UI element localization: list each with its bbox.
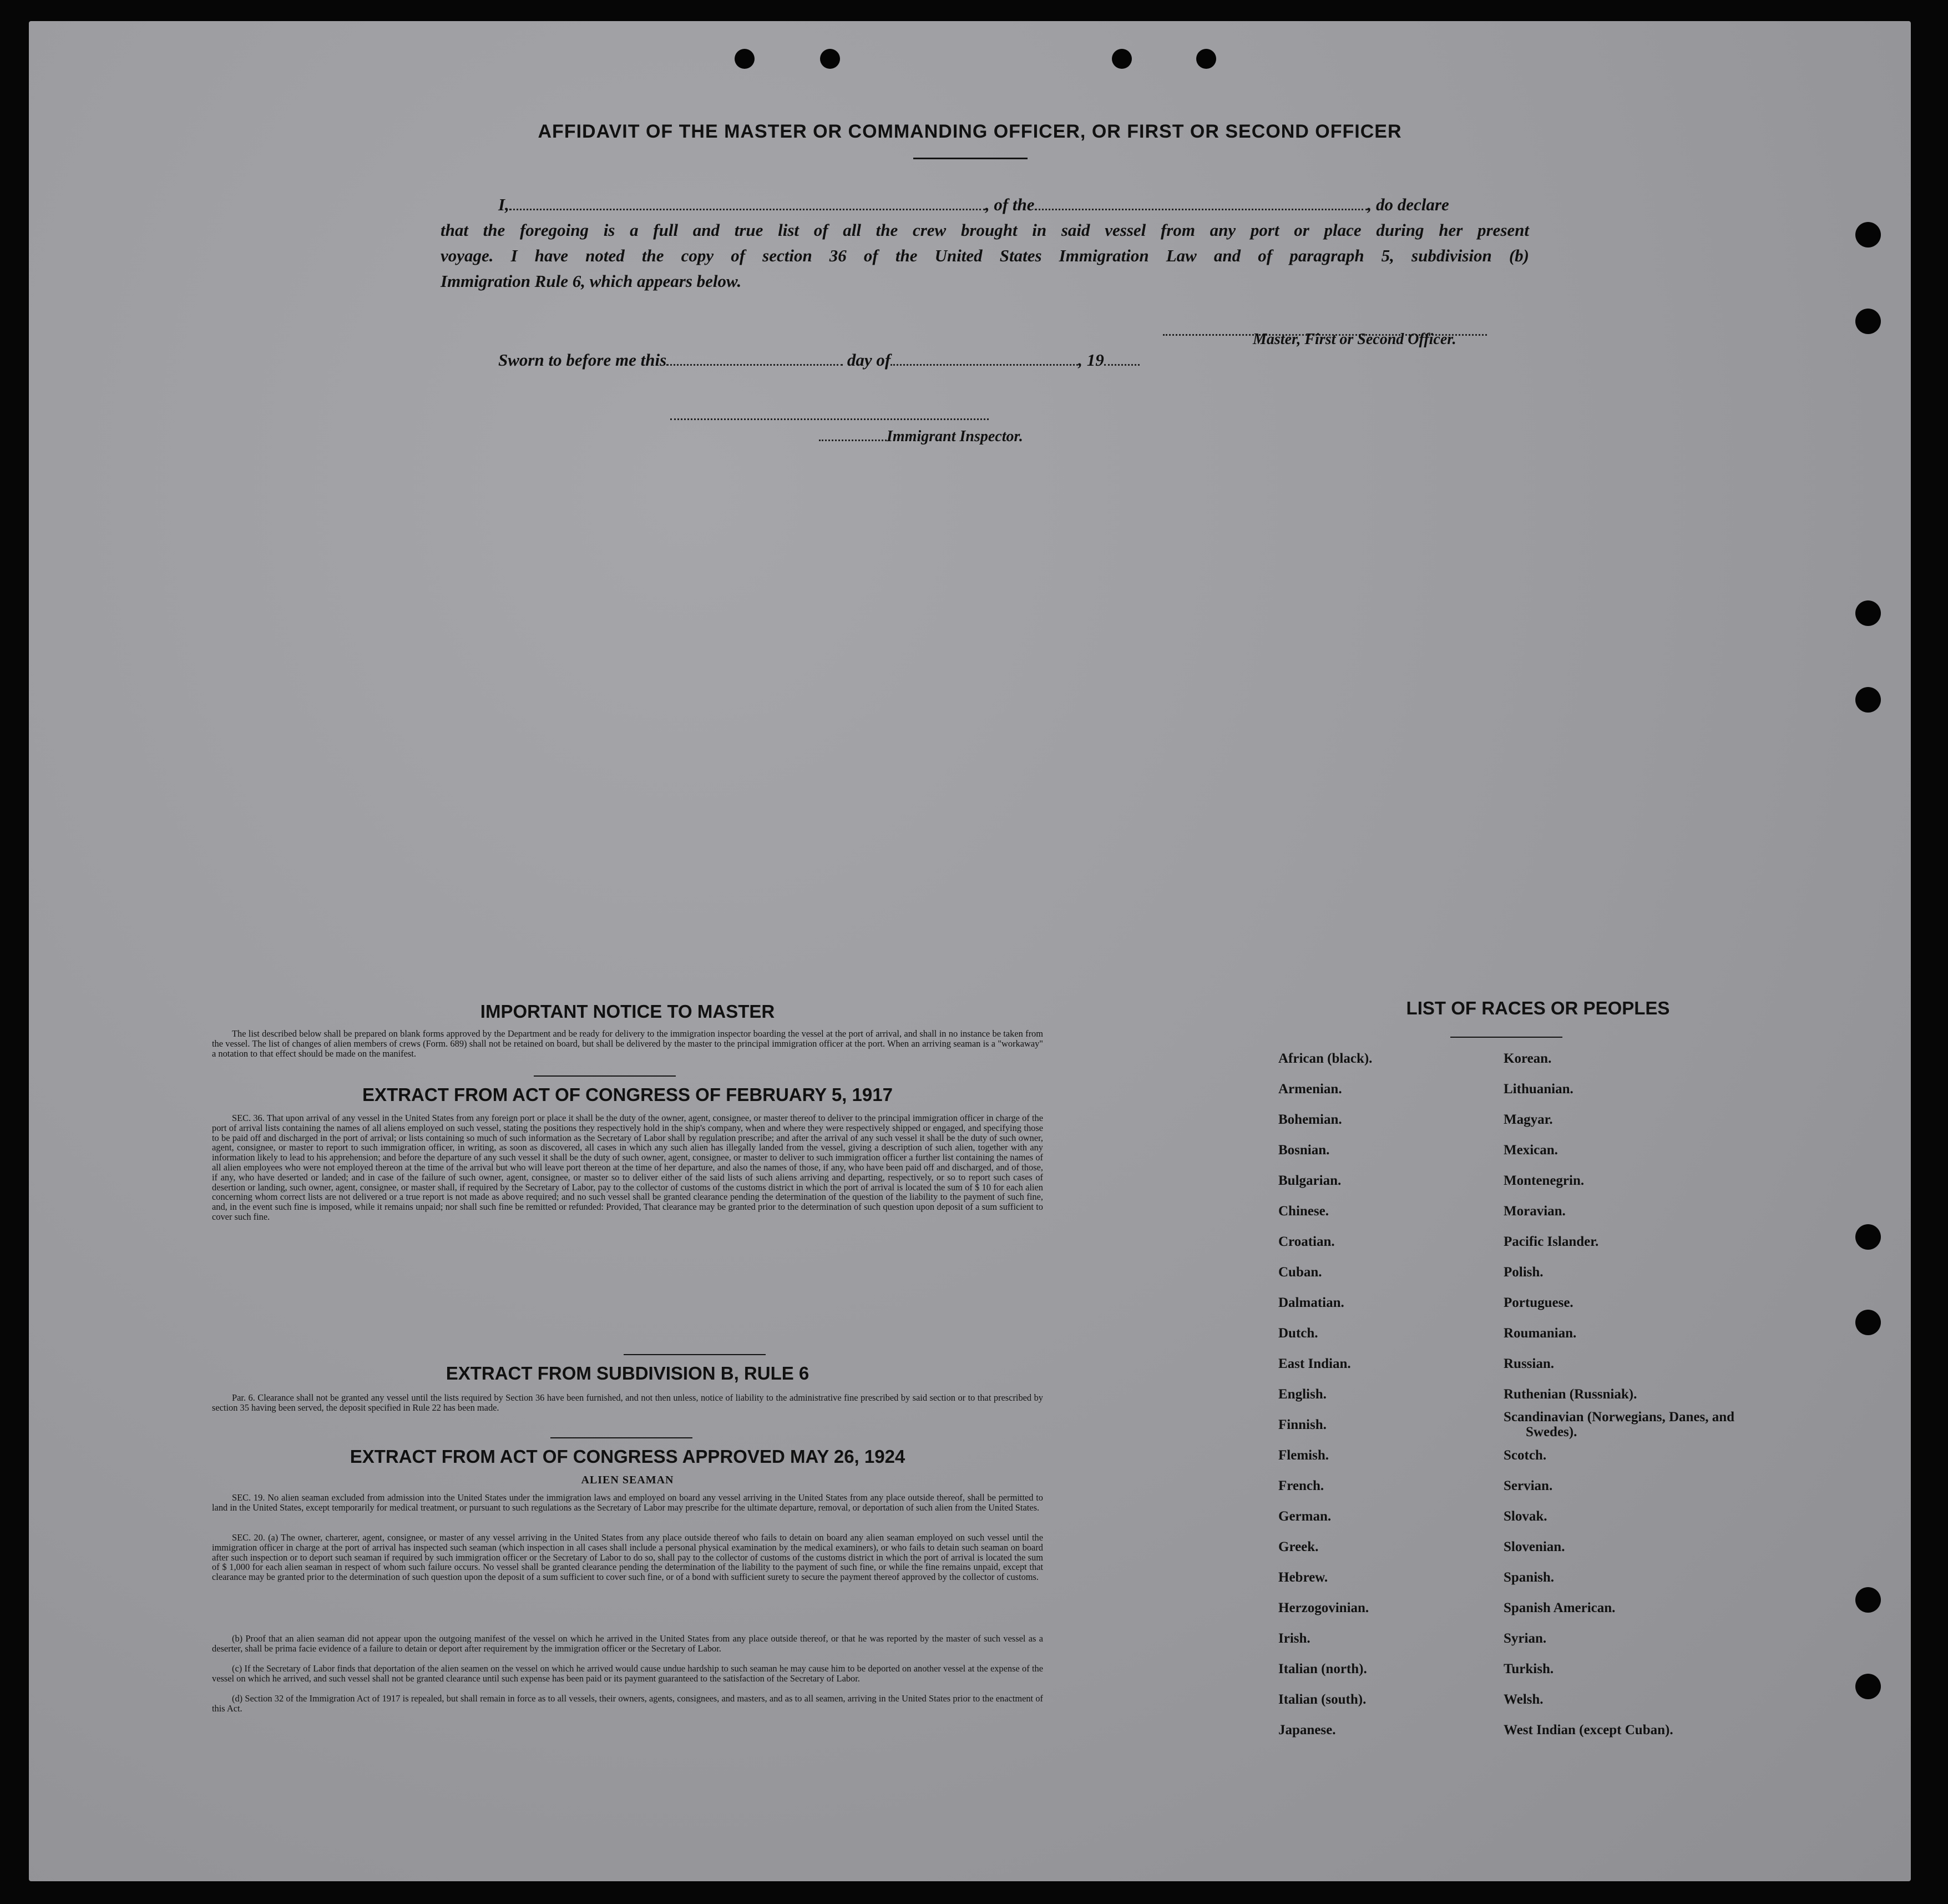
form-page xyxy=(29,21,1911,1881)
race-left-item: Herzogovinian. xyxy=(1278,1600,1369,1615)
inspector-label: Immigrant Inspector. xyxy=(887,428,1023,445)
race-left-item: African (black). xyxy=(1278,1051,1373,1066)
extract-1917-text: SEC. 36. That upon arrival of any vessel in the United States from any foreign port or place it shall be the duty of the owner, agent, consignee, or master thereof to deliver to the principal immigration officer in charge of the port of arrival lists containing the names of all aliens employed on such vessel, stating the positions they respectively hold in the ship's company, when and where they were respectively shipped or engaged, and specifying those to be paid off and discharged in the port of arrival; or lists containing so much of such information as the Secretary of Labor shall by regulation prescribe; and after the arrival of any such vessel it shall be the duty of such owner, agent, consignee, or master to report to such immigration officer, in writing, as soon as discovered, all cases in which any such alien has illegally landed from the vessel, giving a description of such alien, together with any information likely to lead to his apprehension; and before the departure of any such vessel it shall be the duty of such owner, agent, consignee, or master to deliver to such immigration officer a further list containing the names of all alien employees who were not employed thereon at the time of the arrival but who will leave port thereon at the time of her departure, and also the names of those, if any, who have been paid off and discharged, and of those, if any, who have deserted or landed; and in case of the failure of such owner, agent, consignee, or master so to deliver either of the said lists of such aliens arriving and departing, respectively, or so to report such cases of desertion or landing, such owner, agent, consignee, or master shall, if required by the Secretary of Labor, pay to the collector of customs of the customs district in which the port of arrival is located the sum of $ 10 for each alien concerning whom correct lists are not delivered or a true report is not made as above required; and no such vessel shall be granted clearance pending the determination of the question of the liability to the payment of such fine, and, in the event such fine is imposed, while it remains unpaid; nor shall such fine be remitted or refunded: Provided, That clearance may be granted prior to the determination of such question upon deposit of a sum sufficient to cover such fine. xyxy=(212,1113,1043,1222)
sworn-label: Sworn to before me this xyxy=(498,350,667,370)
sec-20c-text: (c) If the Secretary of Labor finds that deportation of the alien seamen on the vessel on which he arrived would cause undue hardship to such seaman he may cause him to be deported on another vessel at the expense of the vessel on which he arrived, and such vessel shall not be granted clearance until such expense has been paid or its payment guaranteed to the satisfaction of the Secretary of Labor. xyxy=(212,1663,1043,1684)
race-left-item: German. xyxy=(1278,1509,1332,1524)
declarant-label: I, xyxy=(498,195,509,214)
race-left-item: Flemish. xyxy=(1278,1448,1329,1463)
inspector-signature-field[interactable] xyxy=(670,405,989,420)
sec-20a-text: SEC. 20. (a) The owner, charterer, agent, consignee, or master of any vessel arriving in the United States from any place outside thereof who fails to detain on board any alien seaman employed on such vessel until the immigration officer in charge at the port of arrival has inspected such seaman (which inspection in all cases shall include a personal physical examination by the medical examiners), or who fails to detain such seaman on board after such inspection or to deport such seaman if required by such immigration officer or the Secretary of Labor to do so, shall pay to the collector of customs of the customs district in which the port of arrival is located the sum of $ 1,000 for each alien seaman in respect of whom such failure occurs. No vessel shall be granted clearance pending the determination of the liability to the payment of such fine, or while the fine remains unpaid, except that clearance may be granted prior to the determination of such question upon the deposit of a sum sufficient to cover such fine, or of a bond with sufficient surety to secure the payment thereof approved by the collector of customs. xyxy=(212,1532,1043,1583)
sec-19-text: SEC. 19. No alien seaman excluded from admission into the United States under the immigration laws and employed on board any vessel arriving in the United States from any place outside thereof, shall be permitted to land in the United States, except temporarily for medical treatment, or pursuant to such regulations as the Secretary of Labor may prescribe for the ultimate departure, removal, or deportation of such alien from the United States. xyxy=(212,1492,1043,1513)
sworn-line xyxy=(498,347,1275,373)
race-right-item: Russian. xyxy=(1504,1356,1555,1371)
race-right-item: Scotch. xyxy=(1504,1448,1547,1463)
race-right-item: West Indian (except Cuban). xyxy=(1504,1723,1673,1738)
race-left-item: Chinese. xyxy=(1278,1204,1329,1219)
section-divider xyxy=(550,1437,692,1438)
race-right-item: Slovenian. xyxy=(1504,1539,1565,1554)
inspector-line xyxy=(819,426,1023,446)
race-left-item: Hebrew. xyxy=(1278,1570,1328,1585)
extract-rule6-title: EXTRACT FROM SUBDIVISION B, RULE 6 xyxy=(446,1363,809,1383)
races-divider xyxy=(1450,1037,1562,1038)
punch-hole xyxy=(820,49,840,69)
race-right-item: Ruthenian (Russniak). xyxy=(1504,1387,1637,1402)
race-left-item: English. xyxy=(1278,1387,1327,1402)
punch-hole xyxy=(1855,1224,1881,1250)
punch-hole xyxy=(1855,600,1881,626)
race-right-item: Moravian. xyxy=(1504,1204,1566,1219)
race-left-item: Bosnian. xyxy=(1278,1143,1330,1158)
race-left-item: Finnish. xyxy=(1278,1417,1327,1432)
extract-rule6-text: Par. 6. Clearance shall not be granted any vessel until the lists required by Section 36 have been furnished, and not then unless, notice of liability to the administrative fine prescribed by said section or to that prescribed by section 35 having been served, the deposit specified in Rule 22 has been made. xyxy=(212,1392,1043,1413)
race-left-item: Croatian. xyxy=(1278,1234,1335,1249)
punch-hole xyxy=(1855,1587,1881,1613)
punch-hole xyxy=(1112,49,1132,69)
vessel-name-field[interactable] xyxy=(1035,195,1368,210)
year-label: , 19 xyxy=(1078,350,1104,370)
affidavit-declaration-line xyxy=(498,192,1529,218)
race-right-item: Spanish American. xyxy=(1504,1600,1616,1615)
punch-hole xyxy=(1855,309,1881,334)
race-right-item: Lithuanian. xyxy=(1504,1082,1573,1097)
declare-label: , do declare xyxy=(1367,195,1449,214)
notice-text: The list described below shall be prepared on blank forms approved by the Department and be ready for delivery to the immigration inspector boarding the vessel at the port of arrival, and shall in no instance be taken from the vessel. The list of changes of alien members of crews (Form. 689) shall not be retained on board, but shall be delivered by the master to the principal immigration officer at the port. When an arriving seaman is a "workaway" a notation to that effect should be made on the manifest. xyxy=(212,1028,1043,1059)
race-right-item: Spanish. xyxy=(1504,1570,1555,1585)
race-right-item: Montenegrin. xyxy=(1504,1173,1585,1188)
races-title: LIST OF RACES OR PEOPLES xyxy=(1406,998,1670,1018)
punch-hole xyxy=(1855,222,1881,248)
sworn-day-field[interactable] xyxy=(666,351,843,366)
punch-hole xyxy=(1855,1674,1881,1699)
race-left-item: Italian (north). xyxy=(1278,1661,1367,1676)
extract-1924-title: EXTRACT FROM ACT OF CONGRESS APPROVED MAY 26, 1924 xyxy=(350,1446,905,1467)
race-right-item: Roumanian. xyxy=(1504,1326,1577,1341)
race-right-item: Magyar. xyxy=(1504,1112,1553,1127)
sworn-year-field[interactable] xyxy=(1104,351,1140,366)
race-left-item: Dutch. xyxy=(1278,1326,1318,1341)
section-divider xyxy=(624,1354,766,1355)
race-left-item: Bulgarian. xyxy=(1278,1173,1342,1188)
race-right-item: Welsh. xyxy=(1504,1692,1544,1707)
race-left-item: Dalmatian. xyxy=(1278,1295,1344,1310)
race-left-item: French. xyxy=(1278,1478,1324,1493)
sec-20d-text: (d) Section 32 of the Immigration Act of 1917 is repealed, but shall remain in force as to all vessels, their owners, agents, consignees, and masters, and as to all seamen, arriving in the United States prior to the enactment of this Act. xyxy=(212,1693,1043,1714)
sworn-month-field[interactable] xyxy=(890,351,1078,366)
declarant-name-field[interactable] xyxy=(509,195,985,210)
race-left-item: Italian (south). xyxy=(1278,1692,1367,1707)
race-left-item: East Indian. xyxy=(1278,1356,1351,1371)
vessel-label: , of the xyxy=(985,195,1035,214)
race-right-item: Portuguese. xyxy=(1504,1295,1573,1310)
race-left-item: Bohemian. xyxy=(1278,1112,1342,1127)
inspector-name-field[interactable] xyxy=(819,426,887,441)
master-signature-label: Master, First or Second Officer. xyxy=(1253,331,1456,348)
extract-1917-title: EXTRACT FROM ACT OF CONGRESS OF FEBRUARY 5, 1917 xyxy=(362,1084,893,1105)
race-left-item: Cuban. xyxy=(1278,1265,1322,1280)
race-right-item: Pacific Islander. xyxy=(1504,1234,1599,1249)
affidavit-title: AFFIDAVIT OF THE MASTER OR COMMANDING OFFICER, OR FIRST OR SECOND OFFICER xyxy=(538,121,1402,142)
affidavit-text-line: voyage. I have noted the copy of section 36 of the United States Immigration Law and of paragraph 5, subdivision (b) xyxy=(441,246,1529,265)
day-of-label: day of xyxy=(847,350,891,370)
affidavit-text-line: that the foregoing is a full and true list of all the crew brought in said vessel from any port or place during her present xyxy=(441,220,1529,240)
punch-hole xyxy=(1196,49,1216,69)
race-right-item: Turkish. xyxy=(1504,1661,1554,1676)
alien-seaman-subtitle: ALIEN SEAMAN xyxy=(581,1474,674,1486)
race-left-item: Japanese. xyxy=(1278,1723,1336,1738)
race-right-item: Slovak. xyxy=(1504,1509,1547,1524)
punch-hole xyxy=(1855,1310,1881,1335)
race-left-item: Armenian. xyxy=(1278,1082,1342,1097)
race-right-item: Servian. xyxy=(1504,1478,1553,1493)
section-divider xyxy=(534,1075,676,1077)
affidavit-text-line: Immigration Rule 6, which appears below. xyxy=(441,271,742,291)
race-right-item: Mexican. xyxy=(1504,1143,1558,1158)
punch-hole xyxy=(735,49,755,69)
race-left-item: Greek. xyxy=(1278,1539,1319,1554)
race-left-item: Irish. xyxy=(1278,1631,1311,1646)
punch-hole xyxy=(1855,687,1881,713)
race-right-item: Scandinavian (Norwegians, Danes, and Swedes). xyxy=(1504,1410,1735,1440)
race-right-item: Polish. xyxy=(1504,1265,1544,1280)
race-right-item: Korean. xyxy=(1504,1051,1552,1066)
title-divider xyxy=(913,158,1028,159)
notice-title: IMPORTANT NOTICE TO MASTER xyxy=(480,1001,775,1022)
sec-20b-text: (b) Proof that an alien seaman did not appear upon the outgoing manifest of the vessel on which he arrived in the United States from any place outside thereof, or that he was reported by the master of such vessel as a deserter, shall be prima facie evidence of a failure to detain or deport after requirement by the immigration officer or the Secretary of Labor. xyxy=(212,1633,1043,1654)
race-right-item: Syrian. xyxy=(1504,1631,1547,1646)
